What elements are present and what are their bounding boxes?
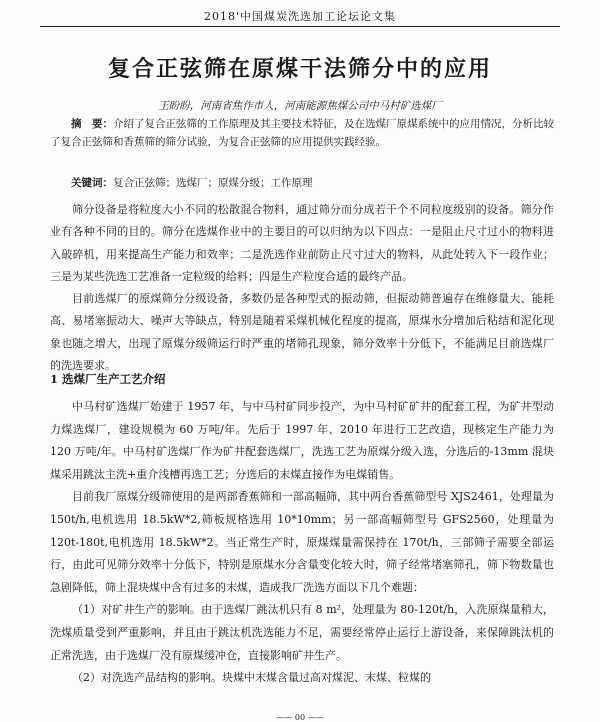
intro-body — [50, 199, 554, 377]
intro-paragraph: 目前选煤厂的原煤筛分分级设备，多数仍是各种型式的振动筛，但振动筛普遍存在维修量大、能耗高、易堵塞振动大、噪声大等缺点，特别是随着采煤机械化程度的提高，原煤水分增加后粘结和泥化现象也随之增大，出现了原煤分级筛运行时严重的堵筛孔现象，筛分效率十分低下，不能满足目前选煤厂的洗选要求。 — [50, 292, 554, 373]
running-header: 2018'中国煤炭洗选加工论坛论文集 — [40, 8, 560, 27]
keywords — [50, 175, 554, 192]
section-paragraph: （1）对矿井生产的影响。由于选煤厂跳汰机只有 8 m²，处理量为 80-120t/h，入洗原煤量稍大，洗煤质量受到严重影响，并且由于跳汰机洗选能力不足，需要经常停止运行上游设备，来保障跳汰机的正常洗选，由于选煤厂没有原煤缓冲仓，直接影响矿井生产。 — [50, 603, 554, 662]
keywords-text: 复合正弦筛；选煤厂；原煤分级；工作原理 — [113, 177, 313, 189]
author-line: 王盼盼，河南省焦作市人，河南能源焦煤公司中马村矿选煤厂 — [158, 100, 442, 112]
section-body — [50, 396, 554, 690]
abstract-text: 介绍了复合正弦筛的工作原理及其主要技术特征，及在选煤厂原煤系统中的应用情况，分析比较了复合正弦筛和香蕉筛的筛分试验，为复合正弦筛的应用提供实践经验。 — [50, 118, 554, 148]
abstract — [50, 116, 554, 151]
page-number: —— 00 —— — [276, 713, 324, 722]
section-paragraph: （2）对洗选产品结构的影响。块煤中末煤含量过高对煤泥、末煤、粒煤的 — [72, 671, 431, 685]
intro-paragraph: 筛分设备是将粒度大小不同的松散混合物料，通过筛分而分成若干个不同粒度级别的设备。筛分作业有各种不同的目的。筛分在选煤作业中的主要目的可以归纳为以下四点：一是阻止尺寸过小的物料进入破碎机，用来提高生产能力和效率；二是洗选作业前防止尺寸过大的物料，从此处转入下一段作业；三是为某些洗选工艺准备一定粒级的给料；四是生产粒度合适的最终产品。 — [50, 203, 554, 283]
abstract-label: 摘 要： — [71, 118, 113, 130]
section-heading: 1 选煤厂生产工艺介绍 — [50, 372, 166, 386]
keywords-label: 关键词： — [71, 177, 113, 189]
paper-title: 复合正弦筛在原煤干法筛分中的应用 — [107, 56, 492, 82]
section-paragraph: 中马村矿选煤厂始建于 1957 年，与中马村矿同步投产，为中马村矿矿井的配套工程，为矿井型动力煤选煤厂，建设规模为 60 万吨/年。先后于 1997 年、2010 年进行工艺改造，现核定生产能力为 120 万吨/年。中马村矿选煤厂作为矿井配套选煤厂，洗选工艺为原煤分级入选，分选后的-13mm 混块煤采用跳汰主洗+重介浅槽再选工艺；分选后的末煤直接作为电煤销售。 — [50, 400, 554, 481]
section-paragraph: 目前我厂原煤分级筛使用的是两部香蕉筛和一部高幅筛，其中两台香蕉筛型号 XJS2461，处理量为 150t/h,电机选用 18.5kW*2,筛板规格选用 10*10mm；另一部高幅筛型号 GFS2560，处理量为120t-180t,电机选用 18.5kW*2。当正常生产时，原煤煤量需保持在 170t/h，三部筛子需要全部运行，由此可见筛分效率十分低下，特别是原煤水分含量变化较大时，筛子经常堵塞筛孔，筛下物数量也急剧降低，筛上混块煤中含有过多的末煤，造成我厂洗选方面以下几个难题： — [50, 490, 554, 594]
